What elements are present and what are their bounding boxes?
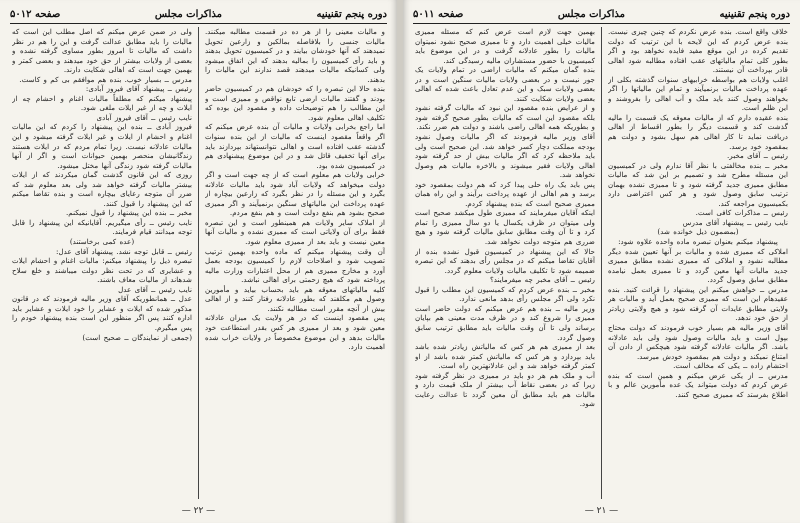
paragraph: آن وقت پیشنهاد میکنم که ماده واحده بهمین ترتیب تصویب شود و اصلاحات لازم را کمیسیون بودجه بعمل آورد و مخارج ممیزی هم از محل اعتبارات وزارت مالیه پرداخته شود که هیچ زحمتی برای اهالی نباشد. — [205, 246, 385, 285]
right-column-left — [415, 27, 595, 501]
paragraph: از املاک سایر ولایات هم همینطور است و این تبصره فقط برای آن ولایاتی است که ممیزی نشده و مالیات آنها معین نیست و باید بعد از ممیزی معلوم شود. — [205, 217, 385, 247]
paragraph: بنده حالا این تبصره را که خودشان هم در کمیسیون حاضر بودند و گفتند مالیات ارضی تابع نواقص و ممیزی است و این مطالب را هم توضیحات داده و مقصود این بوده که تکلیف اهالی معلوم شود. — [205, 84, 385, 122]
paragraph: عدل ــ همانطوریکه آقای وزیر مالیه فرمودند که در قانون مذکور شده که ایلات و عشایر را خود ایلات و عشایر باید اداره کنند پس اگر منظور این است بنده پیشنهاد خودم را پس میگیرم. — [12, 294, 192, 332]
right-page — [403, 0, 800, 523]
paragraph: نایب رئیس ــ آقای فیروز آبادی — [96, 112, 192, 122]
paragraph: مدرس ــ خواهش میکنم این پیشنهاد را قرائت کنید. بنده عقیدهام این است که ممیزی صحیح بعمل آید و مالیات هر ولایتی مطابق عایدات آن گرفته شود و هیچ ولایتی زیادتر از حق خود ندهد. — [608, 284, 788, 323]
right-header-title: مذاکرات مجلس — [557, 8, 626, 20]
paragraph: نایب رئیس ــ رأی میگیریم. آقایانیکه این پیشنهاد را قابل توجه میدانند قیام فرمایند. — [12, 217, 192, 237]
left-column-divider — [198, 27, 199, 499]
paragraph: حالا که این پیشنهاد در کمیسیون قبول نشده بنده از آقایان تقاضا میکنم که در مجلس رأی بدهند که این تبصره ضمیمه شود تا تکلیف مالیات ولایات معلوم گردد. — [415, 246, 595, 275]
paragraph: بعد از ممیزی هم هر کس که مالیاتش زیادتر شده باشد باید بپردازد و هر کس که مالیاتش کمتر شده باشد از او کمتر گرفته خواهد شد و این عادلانهترین راه است. — [415, 342, 595, 371]
left-header-title: مذاکرات مجلس — [154, 8, 223, 20]
right-column-right — [608, 27, 788, 501]
right-page-number: — ۲۱ — — [584, 506, 619, 516]
paragraph: پیشنهاد میکنم بعنوان تبصره ماده واحده علاوه شود: — [618, 237, 778, 247]
paragraph: احتشام زاده ــ یکی که مخالف است. — [673, 361, 788, 371]
paragraph: مدرس ــ بسیار خوب. بنده هم موافقم بی کم و کاست. — [19, 74, 192, 84]
paragraph: کلیه مالیاتهای معوقه هم باید بحساب بیاید و مأمورین وصول هم مکلفند که بطور عادلانه رفتار کنند و از اهالی بیش از آنچه مقرر است مطالبه نکنند. — [205, 284, 385, 313]
right-header-rule — [413, 23, 790, 24]
paragraph: رئیس ــ پیشنهاد آقای فیروز آبادی: — [85, 84, 192, 94]
paragraph: رئیس ــ آقای مخبر. — [726, 151, 788, 161]
paragraph: بهمین جهت لازم است عرض کنم که مسئله ممیزی مالیات خیلی اهمیت دارد و تا ممیزی صحیح نشود نمیتوان مالیات را بطور عادلانه گرفت و در این موضوع باید کمیسیون با حضور مستشاران مالیه رسیدگی کند. — [415, 27, 595, 65]
paragraph: بنده گمان میکنم که مالیات اراضی در تمام ولایات یک جور نیست و در بعضی ولایات مالیات سنگین است و در بعضی ولایات سبک و این عدم تعادل باعث شده که اهالی بعضی ولایات شکایت کنند. — [415, 65, 595, 103]
paragraph: اغلب ولایات هم بواسطه خرابیهای سنوات گذشته بکلی از عهده پرداخت مالیات برنمیآیند و تمام این مالیاتها را اگر بخواهند وصول کنند باید ملک و آب اهالی را بفروشند و این ظلم است. — [608, 74, 788, 113]
paragraph: رئیس ــ قابل توجه نشد. پیشنهاد آقای عدل: — [56, 246, 192, 256]
paragraph: املاکی که ممیزی شده و مالیات بر آنها تعیین شده دیگر مطالبه نشود و املاکی که ممیزی نشده مطابق ممیزی جدید مالیات آنها معین گردد و تا ممیزی بعمل نیامده مطابق سابق وصول گردد. — [608, 246, 788, 285]
paragraph: تبصره ذیل را پیشنهاد میکنم: مالیات اغنام و احشام ایلات و عشایری که در تحت نظر دولت میباشند و خلع سلاح شدهاند از مالیات معاف باشند. — [12, 256, 192, 285]
left-header-rule — [10, 23, 387, 24]
paragraph: اما راجع بخرابی ولایات و مالیات آن بنده عرض میکنم که اگر واقعاً مقصود اینست که مالیات از این بنده سنوات گذشته عقب افتاده است و اهالی نتوانستهاند بپردازند باید برای آنها تخفیف قائل شد و در این موضوع پیشنهادی هم در کمیسیون شده بود. — [205, 122, 385, 170]
left-page-number: — ۲۲ — — [181, 506, 216, 516]
paragraph: و از عرایض بنده مقصود این نبود که مالیات گرفته نشود بلکه مقصود این است که مالیات بطور صحیح گرفته شود و بطوریکه همه اهالی راضی باشند و دولت هم ضرر نکند. — [415, 103, 595, 132]
paragraph: خرابی ولایات هم معلوم است که از چه جهت است و اگر دولت میخواهد که ولایات آباد شود باید مالیات عادلانه بگیرد و این مسئله را در نظر بگیرد که زارعین بیچاره از عهده پرداخت این مالیاتهای سنگین برنمیآیند و اگر ممیزی صحیح بشود هم بنفع دولت است و هم بنفع مردم. — [205, 170, 385, 218]
paragraph: وزیر مالیه ــ بنده هم عرض میکنم که دولت حاضر است ممیزی را شروع کند و در ظرف مدت معینی هم بپایان برساند ولی تا آن وقت مالیات باید مطابق ترتیب سابق وصول گردد. — [415, 303, 595, 342]
left-header-period: دوره پنجم تقنینیه — [316, 8, 387, 20]
paragraph: مخبر ــ بنده مخالفتی با نظر آقا ندارم ولی در کمیسیون این مسئله مطرح شد و تصمیم بر این شد که مالیات مطابق ممیزی جدید گرفته شود و تا ممیزی نشده بهمان ترتیب سابق وصول شود و هر کس اعتراضی دارد بکمیسیون مراجعه کند. — [608, 160, 788, 208]
paragraph: مدرس ــ از یکی عرض میکنم و همین است که بنده عرض کردم که دولت میتواند یک عده مأمورین عالم و با اطلاع بفرستد که ممیزی صحیح کنند. — [608, 370, 788, 399]
paragraph: (بمضمون ذیل خوانده شد) — [657, 227, 739, 237]
paragraph: پس باید یک راه حلی پیدا کرد که هم دولت بمقصود خود برسد و هم اهالی از عهده پرداخت برآیند و این راه همان ممیزی صحیح است که بنده پیشنهاد کردم. — [415, 179, 595, 208]
right-header-page: صفحه ۵۰۱۱ — [413, 8, 464, 20]
left-column-left — [12, 27, 192, 501]
paragraph: مخبر ــ بنده عرض کردم که کمیسیون این مطلب را قبول نکرد ولی اگر مجلس رأی بدهد مانعی ندارد. — [415, 284, 595, 304]
paragraph: بنده عقیده دارم که از مالیات معوقه یک قسمت را مالیه گذشت کند و قسمت دیگر را بطور اقساط از اهالی دریافت نماید تا کار اهالی هم سهل بشود و دولت هم بمقصود خود برسد. — [608, 112, 788, 151]
paragraph: آب و ملک هم هر دو باید در ممیزی در نظر گرفته شود زیرا که در بعضی نقاط آب بیشتر از ملک قیمت دارد و مالیات هم باید مطابق آن معین گردد تا عدالت رعایت شود. — [415, 370, 595, 409]
paragraph: (جمعی از نمایندگان ــ صحیح است) — [82, 332, 192, 342]
paragraph: اینکه آقایان میفرمایند که ممیزی طول میکشد صحیح است ولی میتوان در ظرف یکسال یا دو سال ممیزی را تمام کرد و تا آن وقت مطابق سابق مالیات گرفته شود و هیچ ضرری هم متوجه دولت نخواهد شد. — [415, 208, 595, 247]
paragraph: رئیس ــ مذاکرات کافی است. — [695, 208, 788, 218]
paragraph: فیروز آبادی ــ بنده این پیشنهاد را کردم که این مالیات اغنام و احشام از ایلات و غیر ایلات گرفته میشود و این مالیات عادلانه نیست. زیرا تمام مردم که در ایلات هستند زندگانیشان منحصر بهمین حیوانات است و اگر از آنها مالیات گرفته شود زندگی آنها مختل میشود. — [12, 122, 192, 170]
paragraph: رئیس ــ آقای مخبر چه میفرمایند؟ — [489, 275, 595, 285]
paragraph: نایب رئیس ــ آقای عدل — [118, 284, 192, 294]
paragraph: (عده کمی برخاستند) — [69, 237, 135, 247]
paragraph: مخبر ــ بنده این پیشنهاد را قبول نمیکنم. — [66, 208, 192, 218]
paragraph: پس مقصود اینست که در هر ولایت یک میزان عادلانه معین شود و بعد از ممیزی هر کس بقدر استطاعت خود مالیات بدهد و این موضوع مخصوصاً در ولایات خراب شده اهمیت دارد. — [205, 313, 385, 352]
paragraph: پیشنهاد میکنم که مطلقاً مالیات اغنام و احشام چه از ایلات و چه از غیر ایلات ملغی شود. — [12, 93, 192, 113]
paragraph: نایب رئیس ــ پیشنهاد آقای مدرس — [682, 217, 788, 227]
left-page-header — [10, 7, 387, 21]
paragraph: خلاف واقع است. بنده عرض نکردم که چنین چیزی نیست. بنده عرض کردم که این لایحه با این ترتیب که دولت تقدیم کرده در این موقع مفید فایده نخواهد بود و اگر بطور کلی تمام مالیاتهای عقب افتاده مطالبه شود اهالی قادر بپرداخت آن نیستند. — [608, 27, 788, 75]
left-header-page: صفحه ۵۰۱۲ — [10, 8, 61, 20]
right-column-divider — [601, 27, 602, 499]
paragraph: آقای وزیر مالیه هم بسیار خوب فرمودند که دولت محتاج بپول است و باید مالیات وصول شود ولی باید عادلانه باشد. اگر مالیات عادلانه گرفته شود هیچکس از دادن آن امتناع نمیکند و دولت هم بمقصود خودش میرسد. — [608, 322, 788, 361]
right-page-header — [413, 7, 790, 21]
paragraph: و مالیات معینی را از هر ده در قسمت مطالبه میکنند. مالیات جنسی را بلافاصله بمالکین و زارعین تحویل نمیدهند که آنها خودشان بیایند و در کمیسیون تحویل بدهند و باید رأی کمیسیون را بمالیه بدهند که این اتفاق میشود ولی کسانیکه مالیات میدهند قصد ندارند این مالیات را بدهند. — [205, 27, 385, 84]
paragraph: روزی که این قانون گذشت گمان میکردند که از ایلات بیشتر مالیات گرفته خواهد شد ولی بعد معلوم شد که ضرر آن متوجه رعایای بیچاره است و بنده تقاضا میکنم که این پیشنهاد را قبول کنند. — [12, 170, 192, 208]
paragraph: آقای وزیر مالیه فرمودند که اگر مالیات وصول نشود بودجه مملکت دچار کسر خواهد شد. این صحیح است ولی باید ملاحظه کرد که اگر مالیات بیش از حد گرفته شود اهالی ولایات فقیر میشوند و بالاخره مالیات هم وصول نخواهد شد. — [415, 132, 595, 180]
paragraph: ولی در ضمن عرض میکنم که اصل مطلب این است که مالیات را باید مطابق عدالت گرفت و این را هم در نظر داشت که مالیات تا امروز بطور مساوی گرفته نشده و بعضی از ولایات بیشتر از حق خود میدهند و بعضی کمتر و بهمین جهت است که اهالی شکایت دارند. — [12, 27, 192, 75]
right-header-period: دوره پنجم تقنینیه — [719, 8, 790, 20]
left-column-right — [205, 27, 385, 501]
left-page — [0, 0, 397, 523]
